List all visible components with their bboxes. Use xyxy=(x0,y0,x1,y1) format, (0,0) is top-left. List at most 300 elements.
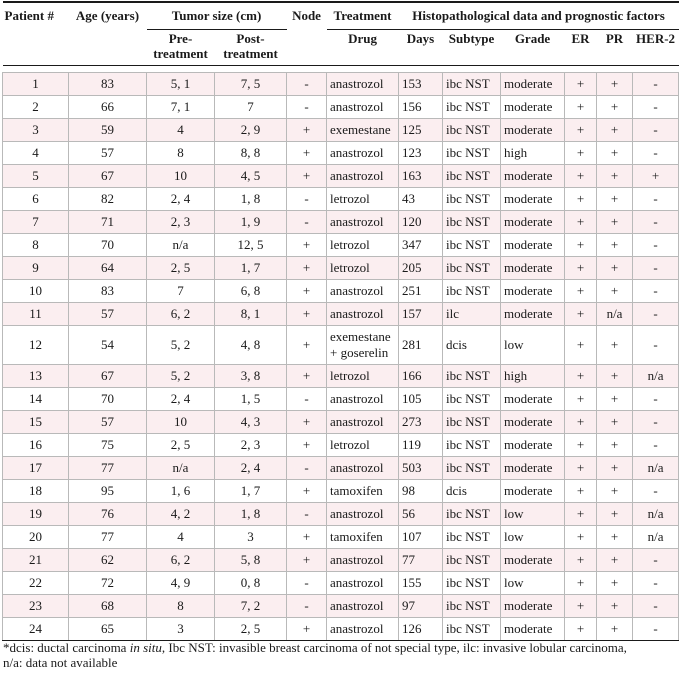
cell-pretreatment-size: 10 xyxy=(147,411,215,434)
cell-node: + xyxy=(287,549,327,572)
cell-days: 105 xyxy=(399,388,443,411)
cell-patient: 15 xyxy=(3,411,69,434)
cell-days: 120 xyxy=(399,211,443,234)
cell-posttreatment-size: 8, 8 xyxy=(215,142,287,165)
cell-subtype: ibc NST xyxy=(443,503,501,526)
cell-node: + xyxy=(287,618,327,641)
cell-drug: anastrozol xyxy=(327,457,399,480)
cell-patient: 16 xyxy=(3,434,69,457)
cell-grade: low xyxy=(501,503,565,526)
cell-age: 95 xyxy=(69,480,147,503)
cell-drug: anastrozol xyxy=(327,303,399,326)
header-treatment: Treatment xyxy=(327,2,399,30)
header-posttreatment-line2: treatment xyxy=(223,46,278,61)
cell-pretreatment-size: 4, 2 xyxy=(147,503,215,526)
cell-pr: + xyxy=(597,618,633,641)
cell-drug: anastrozol xyxy=(327,165,399,188)
cell-age: 59 xyxy=(69,119,147,142)
cell-drug: tamoxifen xyxy=(327,526,399,549)
table-row xyxy=(3,234,679,257)
cell-patient: 14 xyxy=(3,388,69,411)
cell-drug: anastrozol xyxy=(327,142,399,165)
cell-posttreatment-size: 3, 8 xyxy=(215,365,287,388)
cell-age: 76 xyxy=(69,503,147,526)
header-blank-patient xyxy=(3,30,69,66)
cell-posttreatment-size: 6, 8 xyxy=(215,280,287,303)
patient-data-table xyxy=(2,1,679,641)
cell-posttreatment-size: 2, 9 xyxy=(215,119,287,142)
cell-posttreatment-size: 3 xyxy=(215,526,287,549)
cell-er: + xyxy=(565,142,597,165)
table-row xyxy=(3,526,679,549)
cell-er: + xyxy=(565,234,597,257)
table-row xyxy=(3,503,679,526)
cell-er: + xyxy=(565,326,597,365)
cell-grade: moderate xyxy=(501,457,565,480)
cell-drug: letrozol xyxy=(327,257,399,280)
header-days: Days xyxy=(399,30,443,66)
cell-subtype: ibc NST xyxy=(443,388,501,411)
cell-patient: 19 xyxy=(3,503,69,526)
table-row xyxy=(3,142,679,165)
header-age: Age (years) xyxy=(69,2,147,30)
cell-drug: exemestane + goserelin xyxy=(327,326,399,365)
cell-subtype: ibc NST xyxy=(443,188,501,211)
cell-pretreatment-size: 2, 5 xyxy=(147,257,215,280)
table-row xyxy=(3,388,679,411)
header-blank-age xyxy=(69,30,147,66)
cell-posttreatment-size: 2, 3 xyxy=(215,434,287,457)
cell-posttreatment-size: 1, 5 xyxy=(215,388,287,411)
table-row xyxy=(3,457,679,480)
table-row xyxy=(3,434,679,457)
cell-posttreatment-size: 7, 2 xyxy=(215,595,287,618)
cell-posttreatment-size: 1, 7 xyxy=(215,257,287,280)
cell-subtype: ilc xyxy=(443,303,501,326)
cell-node: + xyxy=(287,303,327,326)
cell-grade: moderate xyxy=(501,618,565,641)
cell-grade: moderate xyxy=(501,119,565,142)
cell-posttreatment-size: 8, 1 xyxy=(215,303,287,326)
cell-drug: letrozol xyxy=(327,434,399,457)
cell-days: 98 xyxy=(399,480,443,503)
cell-posttreatment-size: 1, 7 xyxy=(215,480,287,503)
table-row xyxy=(3,618,679,641)
cell-her2: - xyxy=(633,96,679,119)
cell-her2: - xyxy=(633,434,679,457)
cell-pretreatment-size: 4 xyxy=(147,119,215,142)
cell-grade: moderate xyxy=(501,257,565,280)
cell-subtype: ibc NST xyxy=(443,365,501,388)
cell-pretreatment-size: 8 xyxy=(147,142,215,165)
cell-pretreatment-size: 2, 4 xyxy=(147,388,215,411)
cell-grade: moderate xyxy=(501,303,565,326)
cell-grade: moderate xyxy=(501,73,565,96)
cell-subtype: ibc NST xyxy=(443,280,501,303)
cell-node: + xyxy=(287,234,327,257)
cell-age: 66 xyxy=(69,96,147,119)
table-row xyxy=(3,572,679,595)
cell-posttreatment-size: 7 xyxy=(215,96,287,119)
cell-pr: + xyxy=(597,526,633,549)
cell-patient: 2 xyxy=(3,96,69,119)
cell-node: + xyxy=(287,326,327,365)
header-blank-node xyxy=(287,30,327,66)
cell-her2: - xyxy=(633,411,679,434)
cell-age: 67 xyxy=(69,165,147,188)
cell-days: 155 xyxy=(399,572,443,595)
cell-her2: - xyxy=(633,388,679,411)
cell-pretreatment-size: 4, 9 xyxy=(147,572,215,595)
cell-days: 166 xyxy=(399,365,443,388)
cell-days: 56 xyxy=(399,503,443,526)
cell-pretreatment-size: 10 xyxy=(147,165,215,188)
header-posttreatment-line1: Post- xyxy=(236,31,265,46)
cell-pr: + xyxy=(597,549,633,572)
cell-her2: - xyxy=(633,119,679,142)
cell-age: 57 xyxy=(69,142,147,165)
cell-patient: 23 xyxy=(3,595,69,618)
cell-days: 123 xyxy=(399,142,443,165)
cell-her2: n/a xyxy=(633,526,679,549)
cell-pretreatment-size: 5, 2 xyxy=(147,326,215,365)
cell-node: + xyxy=(287,280,327,303)
cell-er: + xyxy=(565,457,597,480)
cell-node: - xyxy=(287,457,327,480)
cell-patient: 7 xyxy=(3,211,69,234)
cell-er: + xyxy=(565,303,597,326)
cell-grade: moderate xyxy=(501,211,565,234)
cell-drug: anastrozol xyxy=(327,211,399,234)
cell-subtype: ibc NST xyxy=(443,457,501,480)
header-pretreatment-line2: treatment xyxy=(153,46,208,61)
cell-posttreatment-size: 4, 5 xyxy=(215,165,287,188)
cell-node: - xyxy=(287,595,327,618)
cell-drug: anastrozol xyxy=(327,549,399,572)
cell-her2: - xyxy=(633,480,679,503)
cell-pretreatment-size: 4 xyxy=(147,526,215,549)
header-grade: Grade xyxy=(501,30,565,66)
cell-node: - xyxy=(287,96,327,119)
cell-pretreatment-size: 3 xyxy=(147,618,215,641)
cell-node: + xyxy=(287,411,327,434)
cell-pr: + xyxy=(597,411,633,434)
cell-grade: high xyxy=(501,365,565,388)
cell-node: - xyxy=(287,188,327,211)
table-footnote xyxy=(3,640,675,670)
cell-pr: + xyxy=(597,457,633,480)
cell-node: + xyxy=(287,480,327,503)
cell-her2: - xyxy=(633,595,679,618)
cell-her2: - xyxy=(633,280,679,303)
cell-er: + xyxy=(565,434,597,457)
table-header xyxy=(3,2,679,73)
cell-drug: letrozol xyxy=(327,365,399,388)
cell-her2: - xyxy=(633,73,679,96)
cell-pretreatment-size: 5, 1 xyxy=(147,73,215,96)
cell-grade: low xyxy=(501,326,565,365)
cell-pretreatment-size: 7 xyxy=(147,280,215,303)
cell-er: + xyxy=(565,73,597,96)
cell-pr: + xyxy=(597,188,633,211)
cell-node: - xyxy=(287,211,327,234)
cell-grade: low xyxy=(501,526,565,549)
cell-age: 57 xyxy=(69,303,147,326)
cell-subtype: ibc NST xyxy=(443,572,501,595)
cell-her2: - xyxy=(633,326,679,365)
cell-subtype: ibc NST xyxy=(443,434,501,457)
cell-pr: + xyxy=(597,326,633,365)
cell-patient: 18 xyxy=(3,480,69,503)
cell-grade: moderate xyxy=(501,234,565,257)
cell-grade: low xyxy=(501,572,565,595)
cell-her2: n/a xyxy=(633,503,679,526)
cell-er: + xyxy=(565,188,597,211)
cell-age: 64 xyxy=(69,257,147,280)
cell-pr: + xyxy=(597,365,633,388)
cell-days: 107 xyxy=(399,526,443,549)
cell-er: + xyxy=(565,526,597,549)
cell-age: 77 xyxy=(69,526,147,549)
table-row xyxy=(3,257,679,280)
cell-grade: moderate xyxy=(501,388,565,411)
header-histopathological: Histopathological data and prognostic factors xyxy=(399,2,679,30)
cell-patient: 21 xyxy=(3,549,69,572)
cell-patient: 6 xyxy=(3,188,69,211)
cell-node: + xyxy=(287,142,327,165)
table-row xyxy=(3,188,679,211)
cell-subtype: ibc NST xyxy=(443,142,501,165)
header-pretreatment-line1: Pre- xyxy=(168,31,193,46)
cell-node: - xyxy=(287,503,327,526)
cell-grade: moderate xyxy=(501,434,565,457)
header-tumor-size: Tumor size (cm) xyxy=(147,2,287,30)
cell-days: 77 xyxy=(399,549,443,572)
cell-pr: + xyxy=(597,595,633,618)
cell-pr: + xyxy=(597,119,633,142)
cell-er: + xyxy=(565,595,597,618)
cell-patient: 1 xyxy=(3,73,69,96)
cell-er: + xyxy=(565,411,597,434)
header-pretreatment xyxy=(147,30,215,66)
cell-patient: 20 xyxy=(3,526,69,549)
cell-posttreatment-size: 5, 8 xyxy=(215,549,287,572)
cell-subtype: ibc NST xyxy=(443,618,501,641)
cell-posttreatment-size: 0, 8 xyxy=(215,572,287,595)
cell-days: 273 xyxy=(399,411,443,434)
cell-posttreatment-size: 4, 8 xyxy=(215,326,287,365)
cell-pretreatment-size: 2, 3 xyxy=(147,211,215,234)
cell-er: + xyxy=(565,257,597,280)
cell-grade: moderate xyxy=(501,188,565,211)
cell-patient: 11 xyxy=(3,303,69,326)
header-her2: HER-2 xyxy=(633,30,679,66)
cell-grade: moderate xyxy=(501,96,565,119)
cell-pretreatment-size: n/a xyxy=(147,457,215,480)
cell-drug: anastrozol xyxy=(327,618,399,641)
cell-pretreatment-size: 6, 2 xyxy=(147,549,215,572)
cell-pretreatment-size: 1, 6 xyxy=(147,480,215,503)
cell-days: 153 xyxy=(399,73,443,96)
cell-days: 281 xyxy=(399,326,443,365)
cell-patient: 4 xyxy=(3,142,69,165)
cell-days: 126 xyxy=(399,618,443,641)
cell-subtype: ibc NST xyxy=(443,234,501,257)
cell-grade: moderate xyxy=(501,411,565,434)
cell-age: 62 xyxy=(69,549,147,572)
cell-pr: + xyxy=(597,142,633,165)
cell-her2: - xyxy=(633,549,679,572)
cell-her2: - xyxy=(633,188,679,211)
cell-pr: + xyxy=(597,211,633,234)
cell-patient: 24 xyxy=(3,618,69,641)
footnote-italic: in situ xyxy=(129,640,162,655)
cell-pretreatment-size: 2, 4 xyxy=(147,188,215,211)
cell-drug: anastrozol xyxy=(327,388,399,411)
table-row xyxy=(3,326,679,365)
cell-patient: 5 xyxy=(3,165,69,188)
cell-subtype: ibc NST xyxy=(443,411,501,434)
cell-her2: - xyxy=(633,211,679,234)
cell-grade: moderate xyxy=(501,165,565,188)
cell-grade: moderate xyxy=(501,595,565,618)
cell-grade: moderate xyxy=(501,480,565,503)
table-body xyxy=(3,73,679,641)
cell-her2: - xyxy=(633,572,679,595)
table-row xyxy=(3,96,679,119)
cell-pr: + xyxy=(597,234,633,257)
cell-subtype: ibc NST xyxy=(443,549,501,572)
cell-er: + xyxy=(565,280,597,303)
cell-subtype: ibc NST xyxy=(443,257,501,280)
cell-posttreatment-size: 4, 3 xyxy=(215,411,287,434)
cell-posttreatment-size: 7, 5 xyxy=(215,73,287,96)
cell-age: 68 xyxy=(69,595,147,618)
cell-age: 83 xyxy=(69,280,147,303)
cell-days: 503 xyxy=(399,457,443,480)
cell-age: 83 xyxy=(69,73,147,96)
cell-drug: anastrozol xyxy=(327,96,399,119)
cell-drug: anastrozol xyxy=(327,572,399,595)
cell-grade: moderate xyxy=(501,549,565,572)
cell-her2: - xyxy=(633,257,679,280)
cell-er: + xyxy=(565,96,597,119)
cell-posttreatment-size: 1, 8 xyxy=(215,188,287,211)
cell-posttreatment-size: 1, 9 xyxy=(215,211,287,234)
cell-drug: anastrozol xyxy=(327,73,399,96)
cell-er: + xyxy=(565,165,597,188)
cell-drug: letrozol xyxy=(327,234,399,257)
table-row xyxy=(3,73,679,96)
cell-er: + xyxy=(565,388,597,411)
cell-node: - xyxy=(287,388,327,411)
cell-her2: - xyxy=(633,142,679,165)
cell-patient: 22 xyxy=(3,572,69,595)
cell-er: + xyxy=(565,365,597,388)
cell-subtype: ibc NST xyxy=(443,595,501,618)
cell-node: - xyxy=(287,73,327,96)
header-node: Node xyxy=(287,2,327,30)
header-spacer xyxy=(3,66,679,73)
cell-age: 72 xyxy=(69,572,147,595)
cell-pr: + xyxy=(597,73,633,96)
table-row xyxy=(3,595,679,618)
cell-subtype: ibc NST xyxy=(443,73,501,96)
cell-pr: + xyxy=(597,96,633,119)
cell-pretreatment-size: n/a xyxy=(147,234,215,257)
cell-pr: + xyxy=(597,280,633,303)
cell-grade: moderate xyxy=(501,280,565,303)
cell-days: 347 xyxy=(399,234,443,257)
table-row xyxy=(3,303,679,326)
cell-age: 75 xyxy=(69,434,147,457)
cell-pretreatment-size: 8 xyxy=(147,595,215,618)
cell-er: + xyxy=(565,211,597,234)
table-row xyxy=(3,280,679,303)
cell-pr: n/a xyxy=(597,303,633,326)
cell-age: 82 xyxy=(69,188,147,211)
cell-er: + xyxy=(565,549,597,572)
cell-node: + xyxy=(287,365,327,388)
cell-days: 205 xyxy=(399,257,443,280)
cell-pr: + xyxy=(597,257,633,280)
cell-her2: n/a xyxy=(633,457,679,480)
cell-subtype: ibc NST xyxy=(443,211,501,234)
cell-days: 157 xyxy=(399,303,443,326)
cell-er: + xyxy=(565,572,597,595)
cell-node: + xyxy=(287,526,327,549)
table-row xyxy=(3,480,679,503)
cell-patient: 8 xyxy=(3,234,69,257)
cell-her2: n/a xyxy=(633,365,679,388)
cell-node: + xyxy=(287,119,327,142)
cell-days: 125 xyxy=(399,119,443,142)
header-drug: Drug xyxy=(327,30,399,66)
table-row xyxy=(3,165,679,188)
cell-pr: + xyxy=(597,503,633,526)
cell-pretreatment-size: 5, 2 xyxy=(147,365,215,388)
cell-node: - xyxy=(287,572,327,595)
cell-drug: anastrozol xyxy=(327,280,399,303)
cell-drug: letrozol xyxy=(327,188,399,211)
cell-pr: + xyxy=(597,434,633,457)
cell-age: 70 xyxy=(69,388,147,411)
cell-days: 97 xyxy=(399,595,443,618)
cell-days: 163 xyxy=(399,165,443,188)
cell-er: + xyxy=(565,503,597,526)
cell-posttreatment-size: 2, 5 xyxy=(215,618,287,641)
footnote-part2: , Ibc NST: invasible breast carcinoma of not special type, ilc: invasive lobular carcinoma, xyxy=(161,640,627,655)
cell-age: 57 xyxy=(69,411,147,434)
cell-pretreatment-size: 7, 1 xyxy=(147,96,215,119)
table-container xyxy=(2,1,678,641)
cell-er: + xyxy=(565,480,597,503)
header-posttreatment xyxy=(215,30,287,66)
cell-node: + xyxy=(287,257,327,280)
cell-patient: 17 xyxy=(3,457,69,480)
cell-days: 156 xyxy=(399,96,443,119)
cell-subtype: dcis xyxy=(443,480,501,503)
cell-patient: 13 xyxy=(3,365,69,388)
cell-subtype: ibc NST xyxy=(443,119,501,142)
cell-her2: - xyxy=(633,618,679,641)
table-row xyxy=(3,211,679,234)
cell-her2: + xyxy=(633,165,679,188)
cell-age: 65 xyxy=(69,618,147,641)
cell-er: + xyxy=(565,119,597,142)
header-er: ER xyxy=(565,30,597,66)
cell-posttreatment-size: 1, 8 xyxy=(215,503,287,526)
